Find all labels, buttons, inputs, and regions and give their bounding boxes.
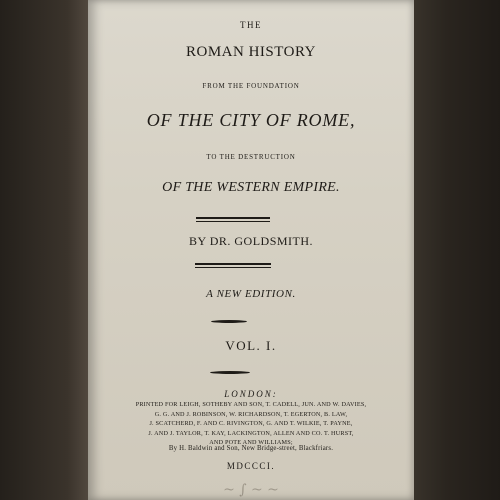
heading-the: THE	[240, 20, 262, 30]
background-left	[0, 0, 96, 500]
background-right	[410, 0, 500, 500]
divider-rule	[195, 263, 271, 268]
handwritten-pencil-mark: ~ ∫ ~ ~	[223, 482, 279, 498]
subtitle-empire: OF THE WESTERN EMPIRE.	[162, 180, 340, 195]
subtitle-to: TO THE DESTRUCTION	[206, 153, 296, 161]
author-line: BY DR. GOLDSMITH.	[188, 234, 314, 248]
printed-by-line: By H. Baldwin and Son, New Bridge-street, Blackfriars.	[168, 445, 334, 452]
book-title: ROMAN HISTORY	[186, 44, 316, 60]
edition-line: A NEW EDITION.	[206, 288, 296, 300]
divider-rule	[196, 217, 270, 222]
publication-date: MDCCCI.	[226, 461, 276, 471]
imprint-place: LONDON:	[224, 389, 278, 399]
subtitle-city: OF THE CITY OF ROME,	[146, 110, 356, 130]
printers-line: J. AND J. TAYLOR, T. KAY, LACKINGTON, ALLEN AND CO. T. HURST,	[148, 429, 354, 437]
ornamental-rule	[211, 320, 247, 323]
printers-line: AND POTE AND WILLIAMS;	[209, 439, 293, 447]
printers-line: PRINTED FOR LEIGH, SOTHEBY AND SON, T. CADELL, JUN. AND W. DAVIES,	[135, 401, 367, 408]
subtitle-from: FROM THE FOUNDATION	[202, 82, 300, 90]
title-page	[88, 0, 414, 500]
printers-line: J. SCATCHERD, F. AND C. RIVINGTON, G. AND T. WILKIE, T. PAYNE,	[149, 420, 353, 428]
printers-line: G. G. AND J. ROBINSON, W. RICHARDSON, T. EGERTON, B. LAW,	[154, 410, 348, 418]
printers-list	[88, 400, 414, 448]
volume-number: VOL. I.	[225, 338, 277, 353]
ornamental-rule	[210, 371, 250, 374]
